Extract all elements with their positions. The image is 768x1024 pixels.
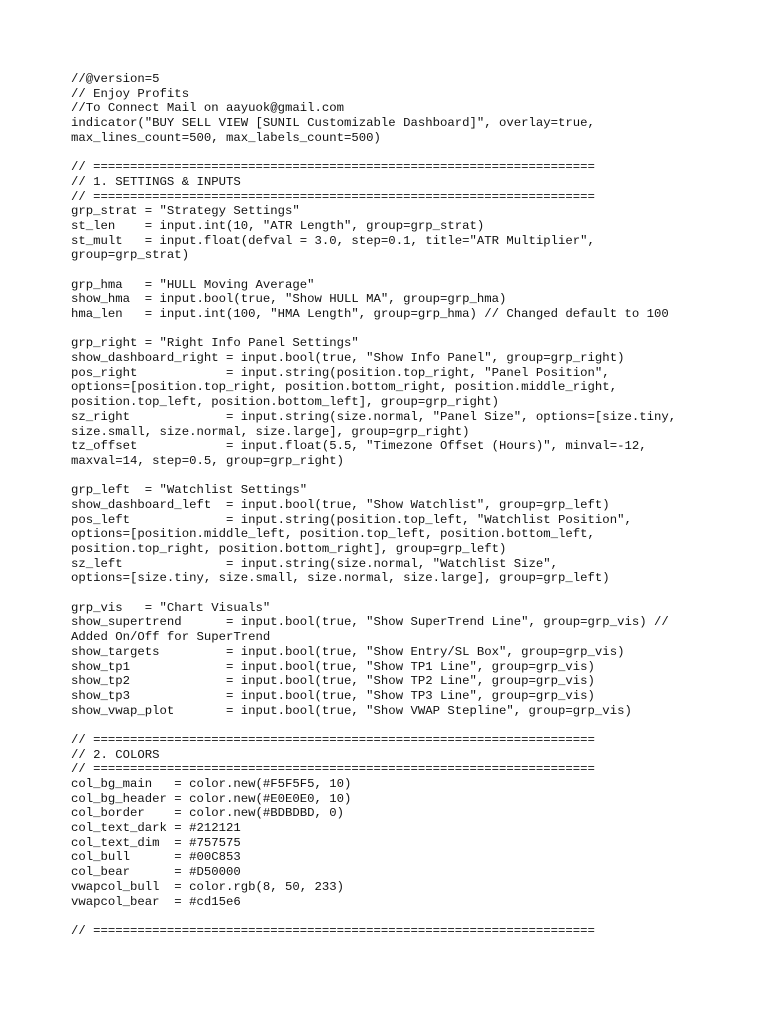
code-line: // ==================================================================== xyxy=(71,923,595,938)
code-line: st_mult = input.float(defval = 3.0, step=0.1, title="ATR Multiplier", xyxy=(71,233,595,248)
code-line: options=[position.middle_left, position.top_left, position.bottom_left, xyxy=(71,527,595,542)
code-line: position.top_left, position.bottom_left], group=grp_right) xyxy=(71,395,500,410)
code-line xyxy=(71,718,751,733)
code-line: // ==================================================================== xyxy=(71,160,595,175)
code-line: pos_right = input.string(position.top_right, "Panel Position", xyxy=(71,365,610,380)
code-line: show_supertrend = input.bool(true, "Show SuperTrend Line", group=grp_vis) // xyxy=(71,615,669,630)
code-line: position.top_right, position.bottom_right], group=grp_left) xyxy=(71,542,507,556)
code-line: // 2. COLORS xyxy=(71,747,160,762)
code-line: hma_len = input.int(100, "HMA Length", group=grp_hma) // Changed default to 100 xyxy=(71,307,669,321)
code-line: // ==================================================================== xyxy=(71,189,595,204)
code-line: vwapcol_bear = #cd15e6 xyxy=(71,894,241,909)
code-line: maxval=14, step=0.5, group=grp_right) xyxy=(71,453,345,468)
code-line xyxy=(71,586,751,601)
code-line: max_lines_count=500, max_labels_count=500) xyxy=(71,130,381,145)
code-line xyxy=(71,263,751,278)
code-line xyxy=(71,322,751,337)
code-line: col_text_dim = #757575 xyxy=(71,835,241,850)
code-line xyxy=(71,469,751,484)
code-line: size.small, size.normal, size.large], group=grp_right) xyxy=(71,424,470,439)
code-line: show_dashboard_left = input.bool(true, "Show Watchlist", group=grp_left) xyxy=(71,497,610,512)
code-line: options=[size.tiny, size.small, size.normal, size.large], group=grp_left) xyxy=(71,571,610,586)
code-line: sz_left = input.string(size.normal, "Watchlist Size", xyxy=(71,556,559,571)
code-line: col_border = color.new(#BDBDBD, 0) xyxy=(71,806,345,821)
code-line: show_hma = input.bool(true, "Show HULL MA", group=grp_hma) xyxy=(71,292,507,307)
code-line: show_targets = input.bool(true, "Show Entry/SL Box", group=grp_vis) xyxy=(71,644,625,659)
code-line: // ==================================================================== xyxy=(71,762,595,777)
code-line: tz_offset = input.float(5.5, "Timezone Offset (Hours)", minval=-12, xyxy=(71,439,647,454)
code-line: col_text_dark = #212121 xyxy=(71,821,241,836)
code-line: col_bg_header = color.new(#E0E0E0, 10) xyxy=(71,791,352,806)
code-line: //To Connect Mail on aayuok@gmail.com xyxy=(71,101,345,116)
code-line: grp_vis = "Chart Visuals" xyxy=(71,600,271,615)
code-line: vwapcol_bull = color.rgb(8, 50, 233) xyxy=(71,879,345,894)
code-line: show_vwap_plot = input.bool(true, "Show VWAP Stepline", group=grp_vis) xyxy=(71,703,632,718)
code-line: show_tp3 = input.bool(true, "Show TP3 Line", group=grp_vis) xyxy=(71,688,595,703)
code-line: pos_left = input.string(position.top_left, "Watchlist Position", xyxy=(71,512,632,527)
code-line: grp_left = "Watchlist Settings" xyxy=(71,483,308,498)
code-line: indicator("BUY SELL VIEW [SUNIL Customizable Dashboard]", overlay=true, xyxy=(71,116,595,131)
code-line xyxy=(71,145,751,160)
code-line: col_bear = #D50000 xyxy=(71,865,241,880)
code-line: grp_hma = "HULL Moving Average" xyxy=(71,277,315,292)
code-line: show_tp2 = input.bool(true, "Show TP2 Line", group=grp_vis) xyxy=(71,674,595,689)
code-line: Added On/Off for SuperTrend xyxy=(71,630,271,645)
code-line: show_tp1 = input.bool(true, "Show TP1 Line", group=grp_vis) xyxy=(71,659,595,674)
code-line: //@version=5 xyxy=(71,72,160,86)
code-document xyxy=(71,72,751,939)
code-line: col_bull = #00C853 xyxy=(71,850,241,865)
code-line: group=grp_strat) xyxy=(71,248,190,263)
code-line: grp_right = "Right Info Panel Settings" xyxy=(71,336,359,351)
code-line: col_bg_main = color.new(#F5F5F5, 10) xyxy=(71,777,352,791)
code-line: grp_strat = "Strategy Settings" xyxy=(71,204,300,219)
code-line: // 1. SETTINGS & INPUTS xyxy=(71,174,241,189)
code-line: // Enjoy Profits xyxy=(71,86,190,101)
code-line: sz_right = input.string(size.normal, "Panel Size", options=[size.tiny, xyxy=(71,409,677,424)
code-line xyxy=(71,909,751,924)
code-line: options=[position.top_right, position.bottom_right, position.middle_right, xyxy=(71,380,618,395)
code-line: st_len = input.int(10, "ATR Length", group=grp_strat) xyxy=(71,218,485,233)
code-line: show_dashboard_right = input.bool(true, "Show Info Panel", group=grp_right) xyxy=(71,351,625,366)
code-line: // ==================================================================== xyxy=(71,732,595,747)
